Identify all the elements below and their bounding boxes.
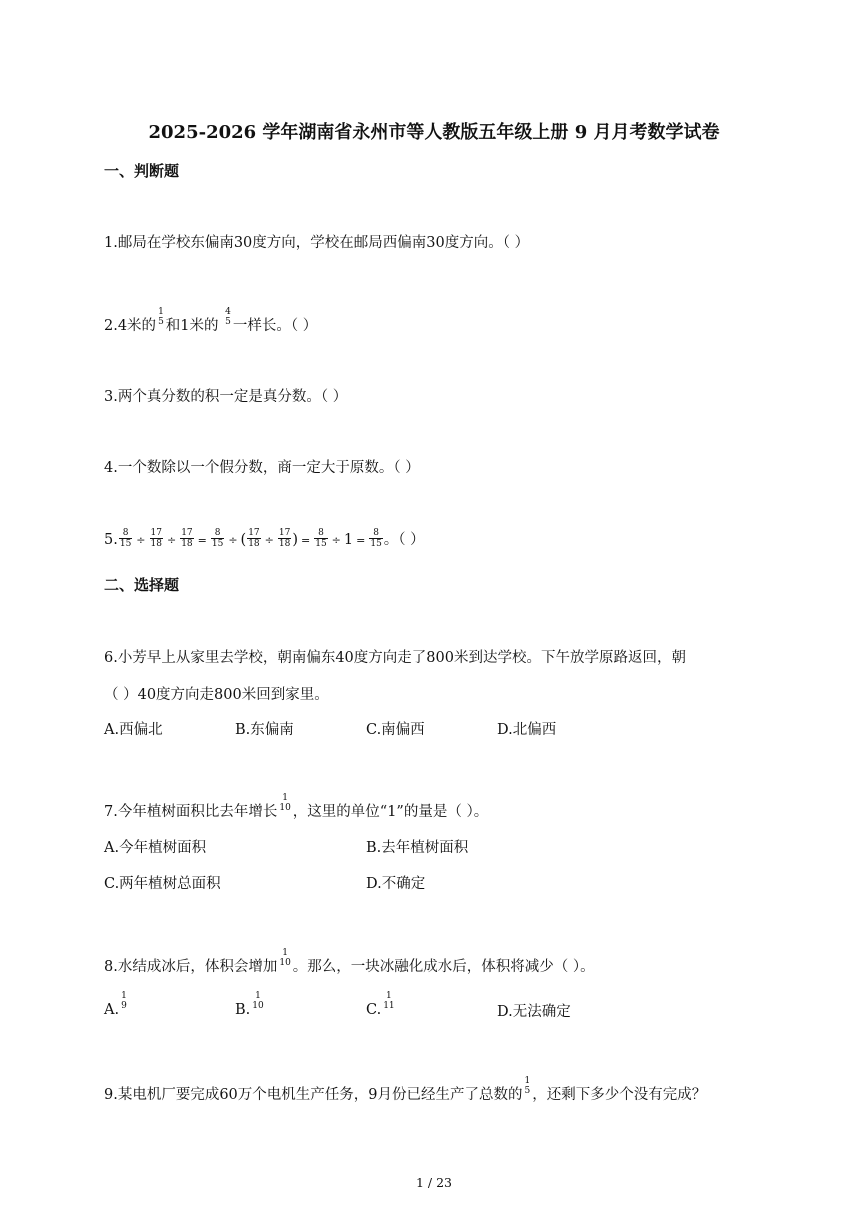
section-heading-choice: 二、选择题	[104, 576, 180, 594]
option-b[interactable]: B.去年植树面积	[366, 840, 469, 856]
fraction: $\frac{8}{15}$	[315, 527, 327, 549]
fraction: 1 9	[121, 991, 127, 1011]
question-4: 4.一个数除以一个假分数，商一定大于原数。（ ）	[104, 460, 420, 476]
question-7-text: ，这里的单位“1”的量是（ ）。	[292, 804, 489, 820]
divide-sign: ÷	[166, 534, 177, 547]
question-6-line-2: （ ）40度方向走800米回到家里。	[104, 687, 329, 703]
fraction: 1 5	[158, 307, 164, 327]
option-b[interactable]: B.东偏南	[235, 722, 294, 738]
option-c[interactable]: C.南偏西	[366, 722, 425, 738]
question-2	[104, 307, 318, 336]
question-9-text: ，还剩下多少个没有完成？	[532, 1087, 707, 1103]
question-6-line-1: 6.小芳早上从家里去学校，朝南偏东40度方向走了800米到达学校。下午放学原路返回，朝	[104, 650, 686, 666]
question-2-text: 一样长。（ ）	[232, 318, 318, 334]
right-paren: )	[292, 532, 298, 548]
question-5-end: 。（ ）	[383, 532, 425, 548]
fraction: $\frac{17}{18}$	[278, 527, 291, 549]
equals-sign: =	[301, 534, 311, 547]
option-b[interactable]: B. 1 10	[235, 991, 264, 1018]
question-9	[104, 1076, 707, 1105]
divide-sign: ÷	[136, 534, 146, 547]
question-7	[104, 793, 489, 822]
divide-sign: ÷	[331, 534, 341, 547]
question-8	[104, 948, 595, 977]
fraction: 1 10	[279, 793, 291, 813]
fraction: 1 11	[383, 991, 395, 1011]
option-a[interactable]: A.西偏北	[104, 722, 163, 738]
page-title: 2025-2026 学年湖南省永州市等人教版五年级上册 9 月月考数学试卷	[148, 122, 720, 143]
fraction: 1 10	[252, 991, 264, 1011]
page-number: 1 / 23	[415, 1175, 453, 1190]
divide-sign: ÷	[264, 534, 274, 547]
question-5	[104, 528, 425, 551]
question-8-text: 。那么，一块冰融化成水后，体积将减少（ ）。	[292, 959, 595, 975]
option-c[interactable]: C. 1 11	[366, 991, 395, 1018]
question-3: 3.两个真分数的积一定是真分数。（ ）	[104, 389, 348, 405]
left-paren: (	[240, 532, 247, 548]
option-d[interactable]: D.北偏西	[497, 722, 557, 738]
option-a[interactable]: A.今年植树面积	[104, 840, 207, 856]
option-a[interactable]: A. 1 9	[104, 991, 127, 1018]
fraction: $\frac{8}{15}$	[119, 527, 132, 549]
equals-sign: =	[356, 534, 366, 547]
fraction: $\frac{17}{18}$	[181, 527, 193, 549]
fraction: $\frac{8}{15}$	[370, 527, 382, 549]
question-2-text: 和1米的	[165, 318, 224, 334]
section-heading-judge: 一、判断题	[104, 162, 180, 180]
option-c[interactable]: C.两年植树总面积	[104, 876, 221, 892]
fraction: $\frac{8}{15}$	[211, 527, 224, 549]
option-d[interactable]: D.不确定	[366, 876, 426, 892]
number-one: 1	[343, 532, 354, 548]
question-7-text: 7.今年植树面积比去年增长	[104, 804, 278, 820]
question-2-text: 2.4米的	[104, 318, 157, 334]
divide-sign: ÷	[228, 534, 238, 547]
fraction: 1 5	[524, 1076, 531, 1096]
question-1: 1.邮局在学校东偏南30度方向，学校在邮局西偏南30度方向。（ ）	[104, 235, 530, 251]
question-5-number: 5.	[104, 532, 118, 548]
equals-sign: =	[197, 534, 207, 547]
fraction: $\frac{17}{18}$	[248, 527, 260, 549]
fraction: 1 10	[279, 948, 291, 968]
fraction: $\frac{17}{18}$	[150, 527, 162, 549]
question-8-text: 8.水结成冰后，体积会增加	[104, 959, 278, 975]
question-9-text: 9.某电机厂要完成60万个电机生产任务，9月份已经生产了总数的	[104, 1087, 523, 1103]
fraction: 4 5	[225, 307, 231, 327]
option-d[interactable]: D.无法确定	[497, 1004, 571, 1020]
